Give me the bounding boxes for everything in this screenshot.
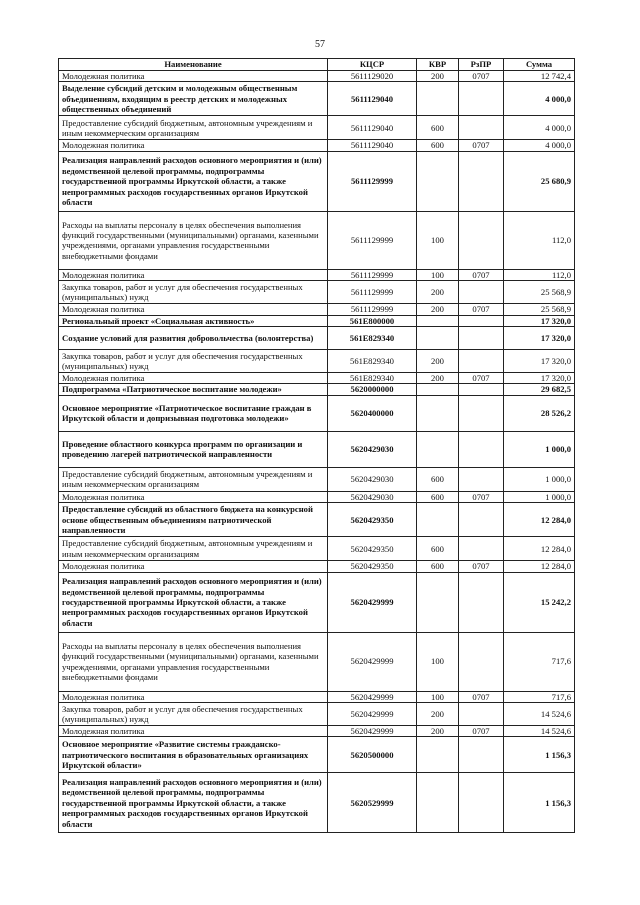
cell-rzpr: 0707	[459, 561, 504, 572]
cell-sum: 4 000,0	[504, 116, 575, 140]
cell-name: Молодежная политика	[59, 726, 328, 737]
cell-kcsr: 5620429999	[328, 632, 417, 691]
cell-name: Закупка товаров, работ и услуг для обеспечения государственных (муниципальных) нужд	[59, 281, 328, 304]
cell-sum: 25 680,9	[504, 151, 575, 211]
cell-name: Предоставление субсидий бюджетным, автономным учреждениям и иным некоммерческим организациям	[59, 537, 328, 561]
cell-kvr: 100	[417, 632, 459, 691]
cell-kvr	[417, 572, 459, 632]
cell-rzpr	[459, 350, 504, 373]
cell-name: Реализация направлений расходов основного мероприятия и (или) ведомственной целевой программы, подпрограммы государственной программы Иркутской области, а также непрограммных расходов государственных органов Иркутской области	[59, 773, 328, 833]
cell-name: Региональный проект «Социальная активность»	[59, 315, 328, 326]
cell-sum: 28 526,2	[504, 395, 575, 431]
cell-name: Молодежная политика	[59, 140, 328, 151]
cell-name: Реализация направлений расходов основного мероприятия и (или) ведомственной целевой программы, подпрограммы государственной программы Иркутской области, а также непрограммных расходов государственных органов Иркутской области	[59, 572, 328, 632]
table-row	[59, 703, 575, 726]
cell-kcsr: 5611129040	[328, 140, 417, 151]
cell-kvr: 100	[417, 211, 459, 269]
cell-kcsr: 5620400000	[328, 395, 417, 431]
cell-kcsr: 561E800000	[328, 315, 417, 326]
cell-name: Реализация направлений расходов основного мероприятия и (или) ведомственной целевой программы, подпрограммы государственной программы Иркутской области, а также непрограммных расходов государственных органов Иркутской области	[59, 151, 328, 211]
cell-name: Закупка товаров, работ и услуг для обеспечения государственных (муниципальных) нужд	[59, 703, 328, 726]
cell-kvr: 600	[417, 561, 459, 572]
cell-kcsr: 5620429030	[328, 467, 417, 491]
cell-kvr	[417, 384, 459, 395]
cell-sum: 4 000,0	[504, 82, 575, 116]
table-row	[59, 373, 575, 384]
cell-kcsr: 5611129020	[328, 71, 417, 82]
cell-kvr	[417, 315, 459, 326]
cell-rzpr	[459, 737, 504, 773]
cell-rzpr	[459, 384, 504, 395]
header-sum: Сумма	[504, 59, 575, 71]
cell-rzpr	[459, 327, 504, 350]
table-row	[59, 82, 575, 116]
cell-sum: 17 320,0	[504, 315, 575, 326]
table-row	[59, 395, 575, 431]
cell-kvr: 100	[417, 269, 459, 280]
cell-rzpr	[459, 211, 504, 269]
cell-rzpr	[459, 503, 504, 537]
cell-rzpr: 0707	[459, 691, 504, 702]
cell-rzpr: 0707	[459, 373, 504, 384]
cell-kcsr: 5611129999	[328, 211, 417, 269]
cell-kvr: 200	[417, 304, 459, 315]
table-row	[59, 269, 575, 280]
cell-kcsr: 561E829340	[328, 327, 417, 350]
table-row	[59, 632, 575, 691]
cell-kvr: 200	[417, 703, 459, 726]
cell-rzpr: 0707	[459, 269, 504, 280]
cell-sum: 717,6	[504, 632, 575, 691]
cell-name: Выделение субсидий детским и молодежным общественным объединениям, входящим в реестр детских и молодежных общественных объединений	[59, 82, 328, 116]
cell-sum: 1 156,3	[504, 773, 575, 833]
table-row	[59, 211, 575, 269]
cell-sum: 12 284,0	[504, 561, 575, 572]
header-kvr: КВР	[417, 59, 459, 71]
table-row	[59, 116, 575, 140]
cell-name: Молодежная политика	[59, 269, 328, 280]
table-row	[59, 691, 575, 702]
page-number: 57	[315, 39, 325, 50]
cell-kcsr: 5620429350	[328, 503, 417, 537]
cell-kvr: 200	[417, 350, 459, 373]
cell-kvr	[417, 151, 459, 211]
cell-kcsr: 5620429999	[328, 691, 417, 702]
cell-rzpr	[459, 537, 504, 561]
cell-kvr: 600	[417, 491, 459, 502]
cell-rzpr: 0707	[459, 491, 504, 502]
cell-rzpr	[459, 431, 504, 467]
cell-sum: 15 242,2	[504, 572, 575, 632]
cell-sum: 112,0	[504, 211, 575, 269]
table-row	[59, 467, 575, 491]
header-rzpr: РзПР	[459, 59, 504, 71]
cell-kvr: 600	[417, 537, 459, 561]
cell-rzpr: 0707	[459, 140, 504, 151]
table-row	[59, 327, 575, 350]
cell-sum: 17 320,0	[504, 327, 575, 350]
cell-kcsr: 5611129999	[328, 269, 417, 280]
cell-kcsr: 5611129999	[328, 151, 417, 211]
table-row	[59, 572, 575, 632]
cell-kvr: 600	[417, 140, 459, 151]
cell-kvr: 100	[417, 691, 459, 702]
cell-sum: 1 000,0	[504, 491, 575, 502]
table-row	[59, 71, 575, 82]
cell-sum: 14 524,6	[504, 726, 575, 737]
cell-sum: 12 284,0	[504, 537, 575, 561]
cell-name: Молодежная политика	[59, 373, 328, 384]
table-row	[59, 281, 575, 304]
cell-name: Молодежная политика	[59, 491, 328, 502]
table-row	[59, 431, 575, 467]
cell-rzpr	[459, 281, 504, 304]
cell-rzpr: 0707	[459, 304, 504, 315]
cell-name: Предоставление субсидий бюджетным, автономным учреждениям и иным некоммерческим организациям	[59, 116, 328, 140]
cell-name: Предоставление субсидий из областного бюджета на конкурсной основе общественным объединениям патриотической направленности	[59, 503, 328, 537]
cell-sum: 14 524,6	[504, 703, 575, 726]
cell-name: Расходы на выплаты персоналу в целях обеспечения выполнения функций государственными (муниципальными) органами, казенными учреждениями, органами управления государственными внебюджетными фондами	[59, 211, 328, 269]
cell-name: Основное мероприятие «Патриотическое воспитание граждан в Иркутской области и допризывная подготовка молодежи»	[59, 395, 328, 431]
cell-sum: 112,0	[504, 269, 575, 280]
table-row	[59, 350, 575, 373]
cell-rzpr: 0707	[459, 726, 504, 737]
cell-kcsr: 5620000000	[328, 384, 417, 395]
table-header-row	[59, 59, 575, 71]
cell-rzpr: 0707	[459, 71, 504, 82]
cell-kcsr: 561E829340	[328, 373, 417, 384]
cell-sum: 4 000,0	[504, 140, 575, 151]
cell-kcsr: 5620429350	[328, 537, 417, 561]
cell-sum: 1 156,3	[504, 737, 575, 773]
cell-name: Подпрограмма «Патриотическое воспитание молодежи»	[59, 384, 328, 395]
cell-sum: 29 682,5	[504, 384, 575, 395]
cell-rzpr	[459, 467, 504, 491]
cell-kcsr: 5620429030	[328, 491, 417, 502]
cell-name: Молодежная политика	[59, 561, 328, 572]
cell-sum: 1 000,0	[504, 431, 575, 467]
table-row	[59, 491, 575, 502]
cell-kvr: 200	[417, 726, 459, 737]
cell-kcsr: 5620529999	[328, 773, 417, 833]
cell-rzpr	[459, 572, 504, 632]
cell-kvr	[417, 82, 459, 116]
cell-name: Молодежная политика	[59, 71, 328, 82]
cell-kvr: 600	[417, 467, 459, 491]
cell-kcsr: 5620429999	[328, 572, 417, 632]
table-row	[59, 304, 575, 315]
table-row	[59, 384, 575, 395]
cell-rzpr	[459, 116, 504, 140]
cell-name: Создание условий для развития добровольчества (волонтерства)	[59, 327, 328, 350]
cell-sum: 1 000,0	[504, 467, 575, 491]
cell-name: Проведение областного конкурса программ по организации и проведению лагерей патриотической направленности	[59, 431, 328, 467]
cell-kcsr: 5620429999	[328, 726, 417, 737]
cell-kvr	[417, 773, 459, 833]
table-row	[59, 503, 575, 537]
cell-kvr	[417, 395, 459, 431]
cell-sum: 717,6	[504, 691, 575, 702]
cell-kvr	[417, 737, 459, 773]
table-row	[59, 773, 575, 833]
cell-sum: 12 742,4	[504, 71, 575, 82]
table-row	[59, 537, 575, 561]
table-row	[59, 561, 575, 572]
cell-sum: 25 568,9	[504, 281, 575, 304]
table-row	[59, 151, 575, 211]
cell-name: Предоставление субсидий бюджетным, автономным учреждениям и иным некоммерческим организациям	[59, 467, 328, 491]
cell-kcsr: 5611129040	[328, 82, 417, 116]
cell-name: Расходы на выплаты персоналу в целях обеспечения выполнения функций государственными (муниципальными) органами, казенными учреждениями, органами управления государственными внебюджетными фондами	[59, 632, 328, 691]
cell-kcsr: 5620429030	[328, 431, 417, 467]
cell-name: Основное мероприятие «Развитие системы гражданско-патриотического воспитания в образовательных организациях Иркутской области»	[59, 737, 328, 773]
cell-sum: 25 568,9	[504, 304, 575, 315]
table-row	[59, 737, 575, 773]
cell-name: Закупка товаров, работ и услуг для обеспечения государственных (муниципальных) нужд	[59, 350, 328, 373]
cell-rzpr	[459, 395, 504, 431]
cell-kcsr: 5611129040	[328, 116, 417, 140]
cell-rzpr	[459, 703, 504, 726]
cell-sum: 12 284,0	[504, 503, 575, 537]
cell-kcsr: 5611129999	[328, 281, 417, 304]
budget-table	[58, 58, 575, 833]
cell-kvr: 200	[417, 71, 459, 82]
cell-kvr: 200	[417, 281, 459, 304]
table-body	[59, 71, 575, 833]
header-kcsr: КЦСР	[328, 59, 417, 71]
cell-kvr	[417, 431, 459, 467]
cell-kcsr: 5620429999	[328, 703, 417, 726]
cell-kcsr: 5620500000	[328, 737, 417, 773]
table-row	[59, 140, 575, 151]
cell-sum: 17 320,0	[504, 350, 575, 373]
cell-kvr: 600	[417, 116, 459, 140]
cell-kcsr: 561E829340	[328, 350, 417, 373]
cell-rzpr	[459, 82, 504, 116]
cell-sum: 17 320,0	[504, 373, 575, 384]
cell-rzpr	[459, 315, 504, 326]
cell-name: Молодежная политика	[59, 304, 328, 315]
header-name: Наименование	[59, 59, 328, 71]
table-row	[59, 726, 575, 737]
cell-name: Молодежная политика	[59, 691, 328, 702]
cell-rzpr	[459, 632, 504, 691]
cell-kcsr: 5620429350	[328, 561, 417, 572]
cell-kvr: 200	[417, 373, 459, 384]
cell-kvr	[417, 327, 459, 350]
cell-kcsr: 5611129999	[328, 304, 417, 315]
cell-rzpr	[459, 773, 504, 833]
table-row	[59, 315, 575, 326]
cell-rzpr	[459, 151, 504, 211]
cell-kvr	[417, 503, 459, 537]
